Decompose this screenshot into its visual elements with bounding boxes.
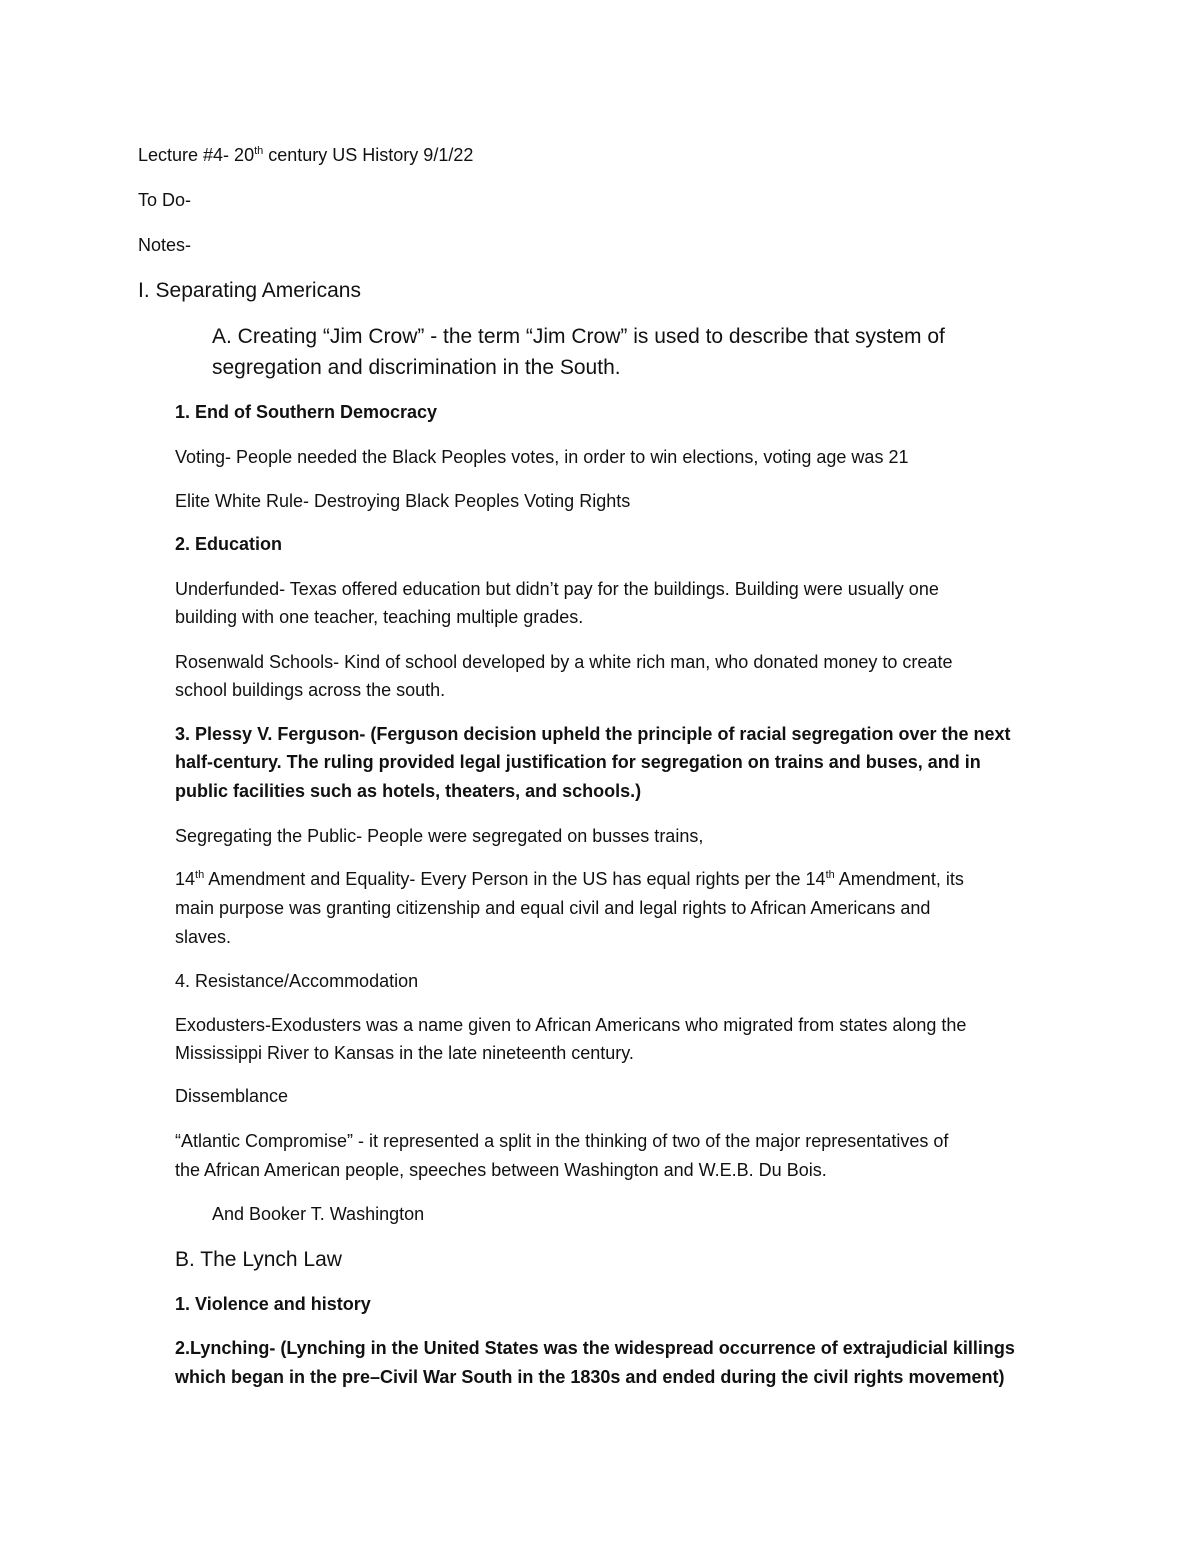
subsection-a-heading-line1: A. Creating “Jim Crow” - the term “Jim Crow” is used to describe that system of <box>212 325 945 348</box>
amendment-text-c: Amendment, its <box>834 869 964 889</box>
exodusters-note-line2: Mississippi River to Kansas in the late nineteenth century. <box>175 1043 634 1063</box>
lecture-title <box>138 141 473 170</box>
amendment-note-line1 <box>175 865 964 894</box>
item-2-heading: 2. Education <box>175 534 283 554</box>
elite-rule-note: Elite White Rule- Destroying Black Peoples Voting Rights <box>175 491 631 511</box>
amendment-superscript-b: th <box>825 869 835 881</box>
item-3-heading-line2: half-century. The ruling provided legal justification for segregation on trains and buses, and in <box>175 752 981 772</box>
amendment-note-line2: main purpose was granting citizenship and equal civil and legal rights to African Americans and <box>175 898 931 918</box>
underfunded-note-line1: Underfunded- Texas offered education but didn’t pay for the buildings. Building were usually one <box>175 579 939 599</box>
section-heading: I. Separating Americans <box>138 279 361 302</box>
subsection-b-item-1: 1. Violence and history <box>175 1294 371 1314</box>
rosenwald-note-line2: school buildings across the south. <box>175 680 446 700</box>
exodusters-note-line1: Exodusters-Exodusters was a name given to African Americans who migrated from states along the <box>175 1015 967 1035</box>
subsection-b-item-2-line1: 2.Lynching- (Lynching in the United States was the widespread occurrence of extrajudicial killings <box>175 1338 1015 1358</box>
segregating-note: Segregating the Public- People were segregated on busses trains, <box>175 826 704 846</box>
amendment-superscript-a: th <box>195 869 205 881</box>
lecture-title-superscript: th <box>254 145 264 157</box>
todo-label: To Do- <box>138 190 192 210</box>
atlantic-compromise-note-line1: “Atlantic Compromise” - it represented a split in the thinking of two of the major representatives of <box>175 1131 949 1151</box>
dissemblance-note: Dissemblance <box>175 1086 289 1106</box>
subsection-b-heading: B. The Lynch Law <box>175 1248 342 1271</box>
item-1-heading: 1. End of Southern Democracy <box>175 402 438 422</box>
item-3-heading-line1: 3. Plessy V. Ferguson- (Ferguson decision upheld the principle of racial segregation over the next <box>175 724 1011 744</box>
amendment-text-b: Amendment and Equality- Every Person in the US has equal rights per the 14 <box>204 869 826 889</box>
item-4-heading: 4. Resistance/Accommodation <box>175 971 419 991</box>
item-3-heading-line3: public facilities such as hotels, theaters, and schools.) <box>175 781 642 801</box>
subsection-b-item-2-line2: which began in the pre–Civil War South in the 1830s and ended during the civil rights movement) <box>175 1367 1005 1387</box>
booker-washington-note: And Booker T. Washington <box>212 1204 425 1224</box>
underfunded-note-line2: building with one teacher, teaching multiple grades. <box>175 607 584 627</box>
rosenwald-note-line1: Rosenwald Schools- Kind of school developed by a white rich man, who donated money to create <box>175 652 953 672</box>
lecture-title-prefix: Lecture #4- 20 <box>138 145 255 165</box>
subsection-a-heading-line2: segregation and discrimination in the South. <box>212 356 621 379</box>
amendment-number-a: 14 <box>175 869 196 889</box>
notes-label: Notes- <box>138 235 192 255</box>
atlantic-compromise-note-line2: the African American people, speeches between Washington and W.E.B. Du Bois. <box>175 1160 827 1180</box>
lecture-title-suffix: century US History 9/1/22 <box>263 145 474 165</box>
amendment-note-line3: slaves. <box>175 927 232 947</box>
voting-note: Voting- People needed the Black Peoples votes, in order to win elections, voting age was 21 <box>175 447 909 467</box>
